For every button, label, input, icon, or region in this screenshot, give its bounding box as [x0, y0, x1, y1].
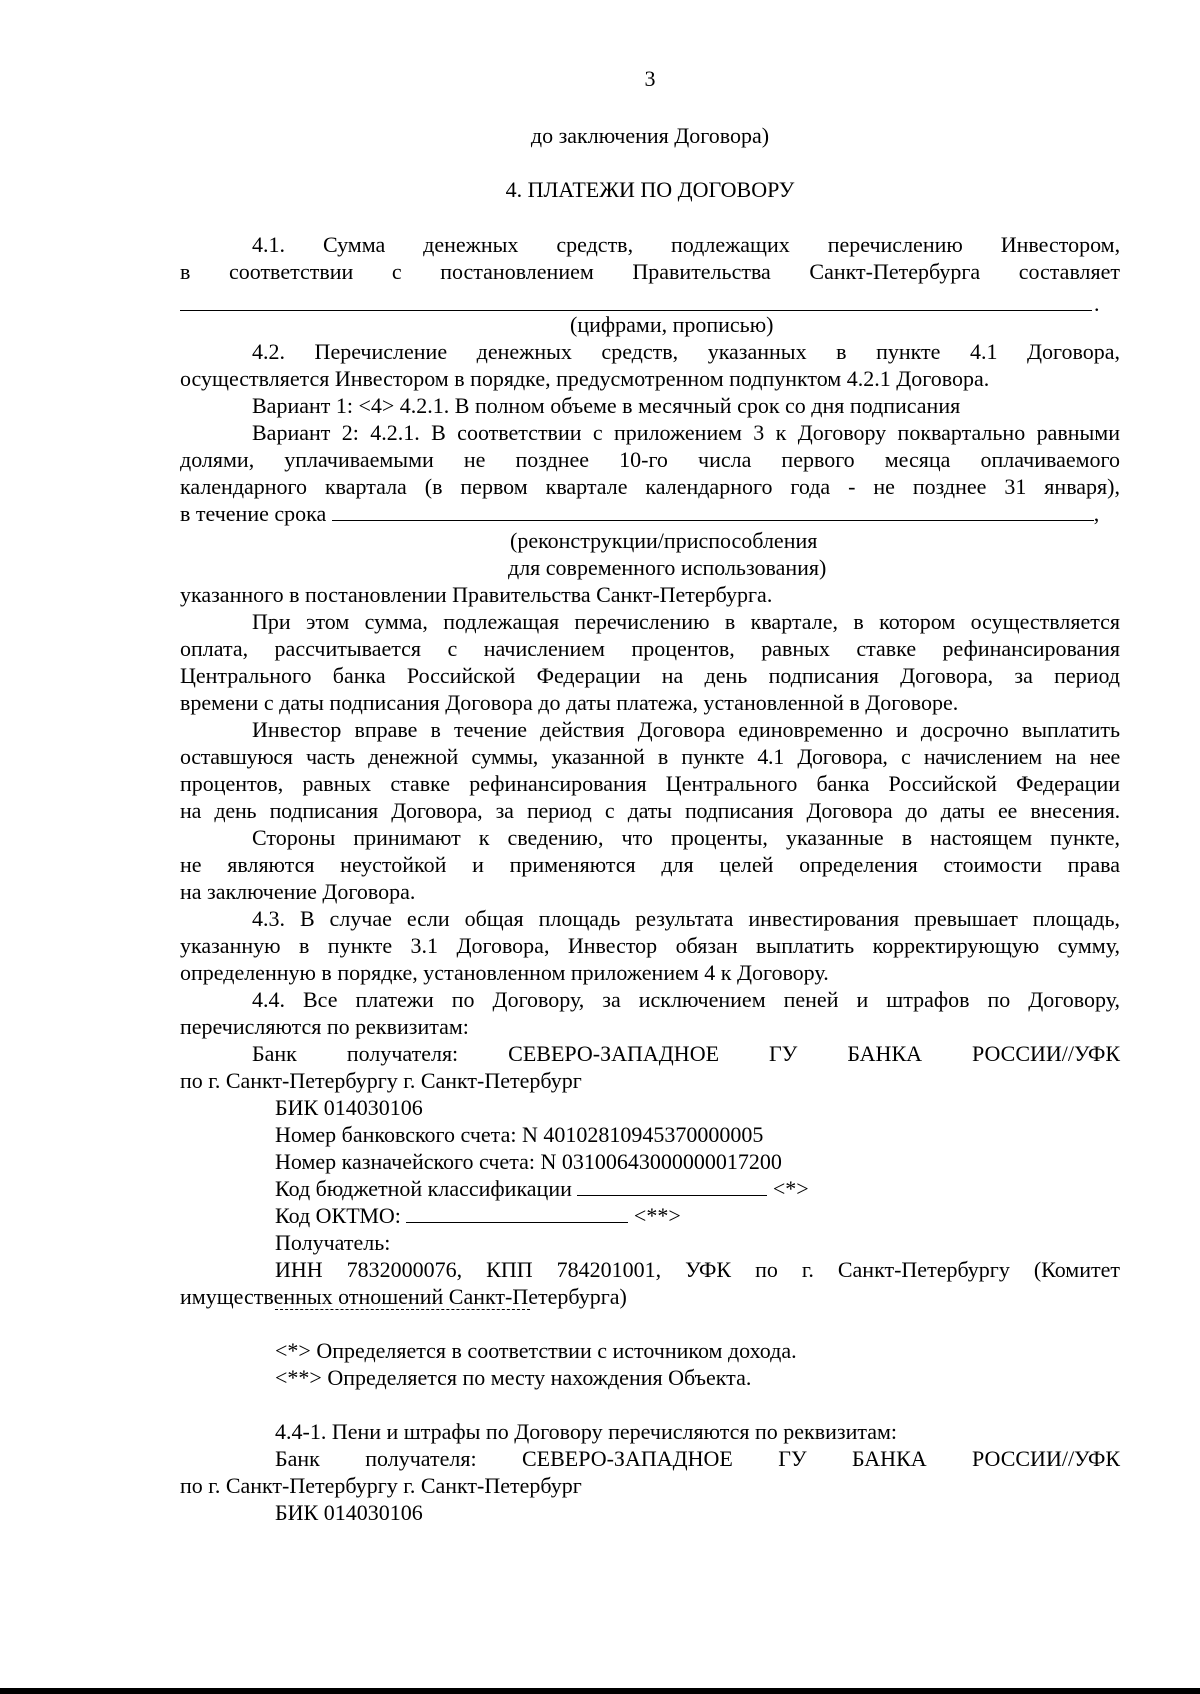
p42-line2: осуществляется Инвестором в порядке, предусмотренном подпунктом 4.2.1 Договора. — [180, 366, 990, 391]
page-number: 3 — [644, 66, 656, 91]
term-caption-2: для современного использования) — [508, 555, 827, 580]
p42-line1: 4.2. Перечисление денежных средств, указанных в пункте 4.1 Договора, — [252, 339, 1120, 364]
p441-line1: 4.4-1. Пени и штрафы по Договору перечисляются по реквизитам: — [275, 1419, 898, 1444]
p43-line2: указанную в пункте 3.1 Договора, Инвестор обязан выплатить корректирующую сумму, — [180, 933, 1120, 958]
variant2-line3: календарного квартала (в первом квартале календарного года - не позднее 31 января), — [180, 474, 1120, 499]
sum-line3: Центрального банка Российской Федерации на день подписания Договора, за период — [180, 663, 1120, 688]
section-title: 4. ПЛАТЕЖИ ПО ДОГОВОРУ — [505, 177, 795, 202]
p44-treasury-account: Номер казначейского счета: N 03100643000000017200 — [275, 1149, 782, 1174]
page-bottom-edge — [0, 1688, 1200, 1694]
parties-line2: не являются неустойкой и применяются для целей определения стоимости права — [180, 852, 1120, 877]
p44-recipient-line1: ИНН 7832000076, КПП 784201001, УФК по г. Санкт-Петербургу (Комитет — [275, 1257, 1120, 1282]
footnote-2: <**> Определяется по месту нахождения Объекта. — [275, 1365, 752, 1390]
variant2-line5: указанного в постановлении Правительства Санкт-Петербурга. — [180, 582, 773, 607]
p44-line1: 4.4. Все платежи по Договору, за исключением пеней и штрафов по Договору, — [252, 987, 1120, 1012]
p441-bik: БИК 014030106 — [275, 1500, 423, 1525]
p441-bank-city: по г. Санкт-Петербургу г. Санкт-Петербург — [180, 1473, 582, 1498]
p43-line1: 4.3. В случае если общая площадь результата инвестирования превышает площадь, — [252, 906, 1120, 931]
p44-oktmo: Код ОКТМО: <**> — [275, 1203, 681, 1228]
variant2-line2: долями, уплачиваемыми не позднее 10-го числа первого месяца оплачиваемого — [180, 447, 1120, 472]
term-caption-1: (реконструкции/приспособления — [510, 528, 818, 553]
p44-recipient-label: Получатель: — [275, 1230, 391, 1255]
footnote-1: <*> Определяется в соответствии с источником дохода. — [275, 1338, 797, 1363]
p441-bank: Банк получателя: СЕВЕРО-ЗАПАДНОЕ ГУ БАНКА РОССИИ//УФК — [275, 1446, 1121, 1471]
p44-bank-city: по г. Санкт-Петербургу г. Санкт-Петербург — [180, 1068, 582, 1093]
kbk-blank — [577, 1175, 767, 1196]
p44-bik: БИК 014030106 — [275, 1095, 423, 1120]
p44-bank: Банк получателя: СЕВЕРО-ЗАПАДНОЕ ГУ БАНКА РОССИИ//УФК — [252, 1041, 1121, 1066]
p44-account: Номер банковского счета: N 40102810945370000005 — [275, 1122, 764, 1147]
investor-line3: процентов, равных ставке рефинансирования Центрального банка Российской Федерации — [180, 771, 1120, 796]
amount-blank-end: . — [1094, 291, 1100, 316]
p41-line1: 4.1. Сумма денежных средств, подлежащих перечислению Инвестором, — [252, 232, 1121, 257]
parties-line1: Стороны принимают к сведению, что проценты, указанные в настоящем пункте, — [252, 825, 1120, 850]
footnote-separator — [275, 1309, 530, 1310]
sum-line2: оплата, рассчитывается с начислением процентов, равных ставке рефинансирования — [180, 636, 1120, 661]
parties-line3: на заключение Договора. — [180, 879, 416, 904]
continuation-text: до заключения Договора) — [530, 123, 770, 148]
p43-line3: определенную в порядке, установленном приложением 4 к Договору. — [180, 960, 829, 985]
p44-kbk: Код бюджетной классификации <*> — [275, 1176, 809, 1201]
investor-line2: оставшуюся часть денежной суммы, указанной в пункте 4.1 Договора, с начислением на нее — [180, 744, 1120, 769]
amount-caption: (цифрами, прописью) — [570, 312, 774, 337]
sum-line4: времени с даты подписания Договора до даты платежа, установленной в Договоре. — [180, 690, 959, 715]
investor-line4: на день подписания Договора, за период с даты подписания Договора до даты ее внесения. — [180, 798, 1120, 823]
p44-recipient-line2: имущественных отношений Санкт-Петербурга) — [180, 1284, 627, 1309]
investor-line1: Инвестор вправе в течение действия Договора единовременно и досрочно выплатить — [252, 717, 1120, 742]
term-blank — [332, 500, 1094, 521]
p44-line2: перечисляются по реквизитам: — [180, 1014, 469, 1039]
oktmo-blank — [406, 1202, 628, 1223]
variant2-line4: в течение срока , — [180, 501, 1100, 526]
p41-line2: в соответствии с постановлением Правительства Санкт-Петербурга составляет — [180, 259, 1121, 284]
sum-line1: При этом сумма, подлежащая перечислению в квартале, в котором осуществляется — [252, 609, 1120, 634]
variant2-line1: Вариант 2: 4.2.1. В соответствии с приложением 3 к Договору поквартально равными — [252, 420, 1120, 445]
variant1-text: Вариант 1: <4> 4.2.1. В полном объеме в месячный срок со дня подписания — [252, 393, 961, 418]
